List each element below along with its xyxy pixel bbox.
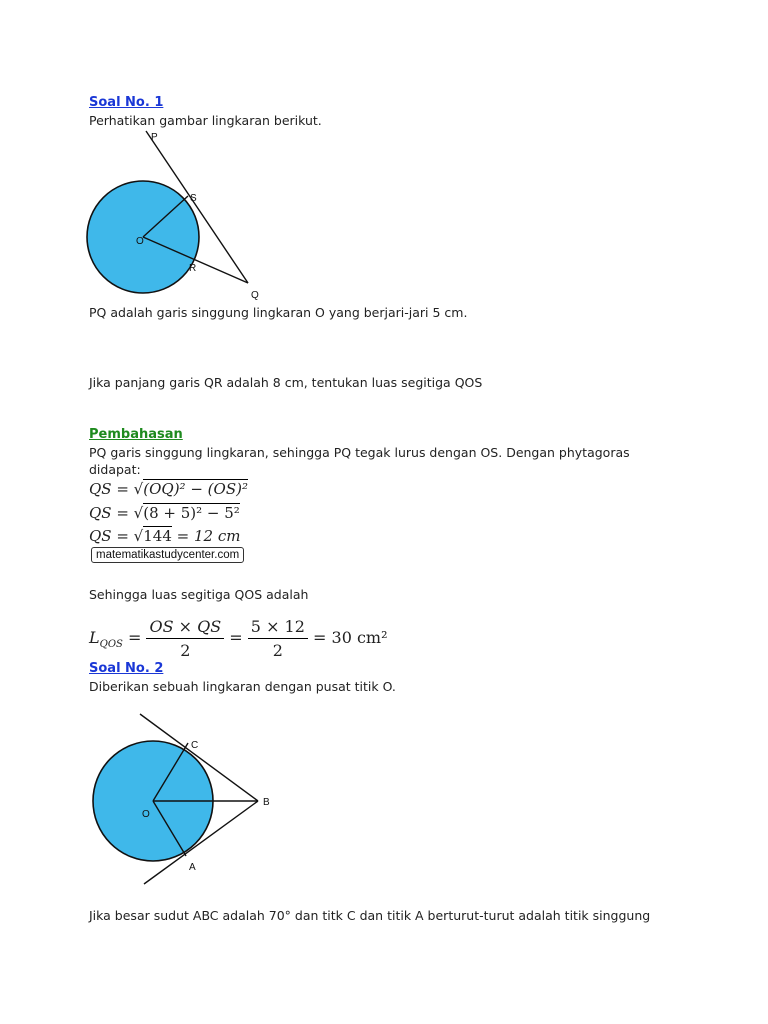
soal-2-circle-figure xyxy=(88,708,288,890)
equation-2: QS = √(8 + 5)² − 5² xyxy=(89,504,240,522)
label-q: Q xyxy=(251,290,259,301)
label-a: A xyxy=(189,862,196,873)
area-sub: QOS xyxy=(99,639,123,651)
label-o: O xyxy=(142,809,150,820)
watermark-label: matematikastudycenter.com xyxy=(91,547,244,563)
label-o: O xyxy=(136,236,144,247)
pembahasan-line-2: didapat: xyxy=(89,462,141,477)
equation-1: QS = √(OQ)² − (OS)² xyxy=(89,480,248,498)
pembahasan-conclusion: Sehingga luas segitiga QOS adalah xyxy=(89,587,309,602)
soal-2-intro: Diberikan sebuah lingkaran dengan pusat titik O. xyxy=(89,679,396,694)
soal-1-intro: Perhatikan gambar lingkaran berikut. xyxy=(89,113,322,128)
soal-1-circle-figure xyxy=(80,128,280,304)
equation-3: QS = √144 = 12 cm xyxy=(89,527,241,545)
area-lhs: L xyxy=(89,628,100,647)
label-p: P xyxy=(151,132,158,143)
label-r: R xyxy=(189,263,197,274)
soal-2-heading[interactable]: Soal No. 2 xyxy=(89,661,164,676)
soal-1-heading[interactable]: Soal No. 1 xyxy=(89,95,164,110)
soal-1-question: Jika panjang garis QR adalah 8 cm, tentukan luas segitiga QOS xyxy=(89,375,483,390)
area-result: = 30 cm² xyxy=(313,628,388,647)
soal-1-statement: PQ adalah garis singgung lingkaran O yang berjari-jari 5 cm. xyxy=(89,305,468,320)
pembahasan-line-1: PQ garis singgung lingkaran, sehingga PQ tegak lurus dengan OS. Dengan phytagoras xyxy=(89,445,630,460)
pembahasan-heading[interactable]: Pembahasan xyxy=(89,427,183,442)
fraction-1: $\frac{OS \times QS}{2}$ xyxy=(146,617,224,660)
fraction-2: $\frac{5 \times 12}{2}$ xyxy=(248,617,308,660)
soal-2-question: Jika besar sudut ABC adalah 70° dan titk C dan titik A berturut-turut adalah titik singgung xyxy=(89,908,651,923)
label-b: B xyxy=(263,797,270,808)
label-c: C xyxy=(191,740,199,751)
label-s: S xyxy=(190,193,197,204)
area-formula: $L_{QOS}$ = $\frac{OS \times QS}{2}$ = $\frac{5 \times 12}{2}$ = 30 cm² xyxy=(89,617,388,660)
